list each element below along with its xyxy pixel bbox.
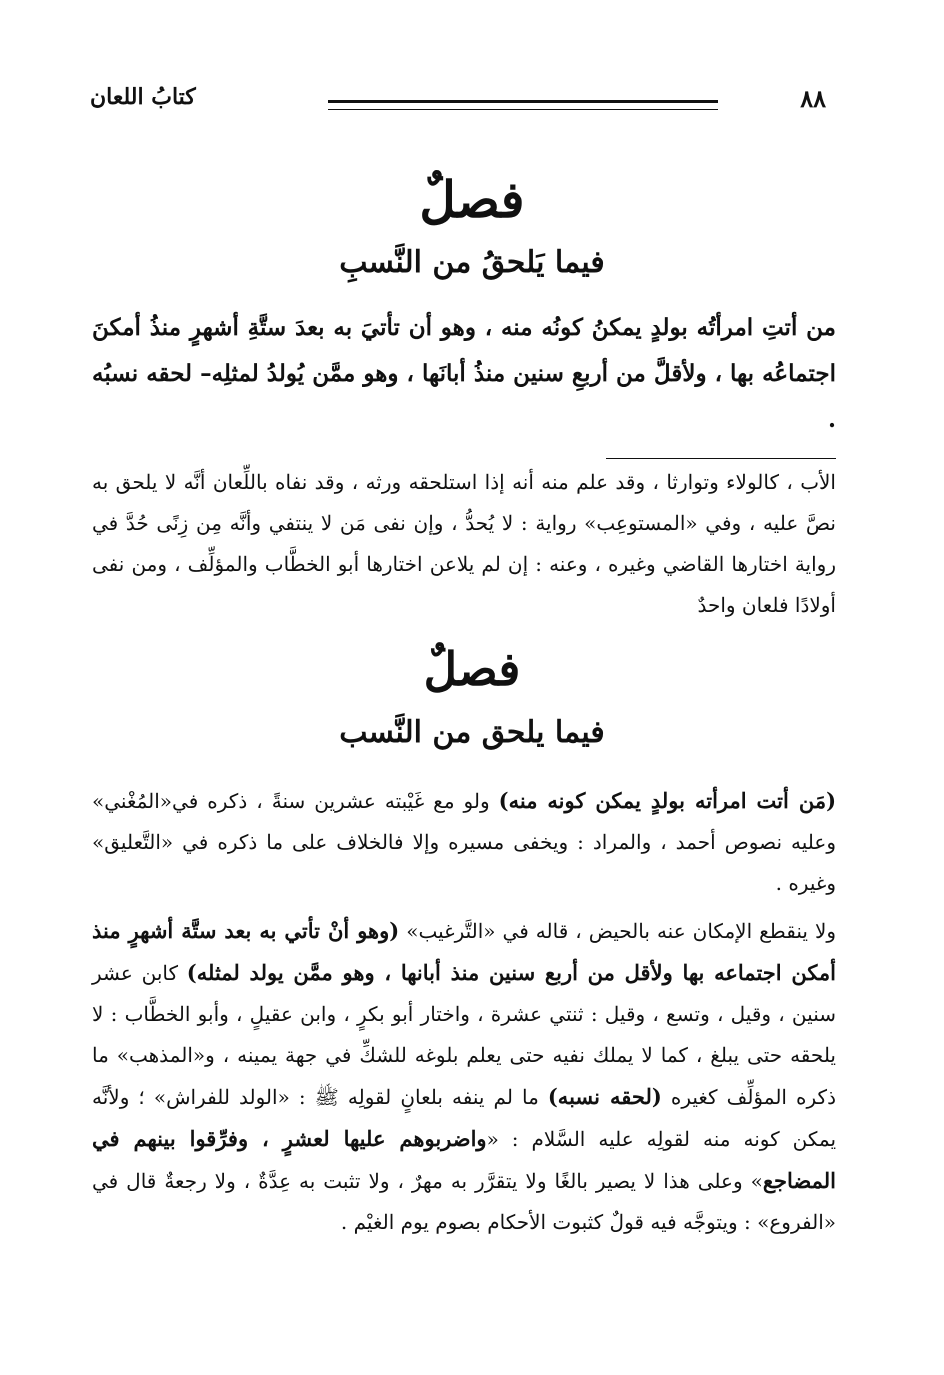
matn-text: من أتتِ امرأتُه بولدٍ يمكنُ كونُه منه ، وهو أن تأتيَ به بعدَ ستَّةِ أشهرٍ منذُ أمكنَ اجتماعُه بها ، ولأقلَّ من أربعِ سنين منذُ أبانَها ، وهو ممَّن يُولدُ لمثلِه– لحقه نسبُه . <box>92 314 836 433</box>
commentary-text: ولو مع غَيْبته عشرين سنةً ، ذكره في«المُغْني» وعليه نصوص أحمد ، والمراد : ويخفى مسيره وإلا فالخلاف على ما ذكره في «التَّعليق» وغيره . <box>92 789 836 895</box>
running-title: كتابُ اللعان <box>90 84 196 110</box>
page-header <box>90 80 826 120</box>
hadith-quote: واضربوهم عليها لعشرٍ ، وفرِّقوا بينهم في المضاجع <box>92 1126 836 1193</box>
commentary-paragraph <box>92 780 836 904</box>
commentary-body <box>92 780 836 1249</box>
quoted-matn: (لحقه نسبه) <box>547 1084 662 1109</box>
commentary-section-heading: فصلٌ <box>423 642 521 696</box>
commentary-text: ولا ينقطع الإمكان عنه بالحيض ، قاله في «التَّرغيب» <box>399 919 837 943</box>
page-number: ٨٨ <box>800 84 826 113</box>
commentary-paragraph <box>92 910 836 1243</box>
section-heading: فصلٌ <box>419 170 525 229</box>
footnote-text: الأب ، كالولاء وتوارثا ، وقد علم منه أنه إذا استلحقه ورثه ، وقد نفاه باللِّعان أنَّه لا يلحق به نصَّ عليه ، وفي «المستوعِب» رواية : لا يُحدُّ ، وإن نفى مَن لا ينتفي وأنَّه مِن زِنًى حُدَّ في رواية اختارها القاضي وغيره ، وعنه : إن لم يلاعن اختارها أبو الخطَّاب والمؤلِّف ، ومن نفى أولادًا فلعان واحدٌ <box>92 470 836 617</box>
commentary-text: » وعلى هذا لا يصير بالغًا ولا يتقرَّر به مهرٌ ، ولا تثبت به عِدَّةٌ ، ولا رجعةٌ قال في «الفروع» : ويتوجَّه فيه قولٌ كثبوت الأحكام بصوم يوم الغيْم . <box>92 1169 836 1234</box>
quoted-matn: (وهو أنْ تأتي به بعد ستَّة أشهرٍ منذ أمكن اجتماعه بها ولأقل من أربع سنين منذ أبانها ، وهو ممَّن يولد لمثله) <box>92 918 836 985</box>
quoted-matn: (مَن أتت امرأته بولدٍ يمكن كونه منه) <box>498 788 837 813</box>
footnote-divider <box>606 458 836 459</box>
commentary-text: ما لم ينفه بلعانٍ لقولِه ﷺ : «الولد للفراش» ؛ ولأنَّه يمكن كونه منه لقولِه عليه السَّلام : « <box>92 1085 837 1151</box>
section-subtitle: فيما يَلحقُ من النَّسبِ <box>339 245 605 280</box>
commentary-section-subtitle: فيما يلحق من النَّسب <box>339 715 605 750</box>
commentary-text: كابن عشر سنين ، وقيل ، وتسع ، وقيل : ثنتي عشرة ، واختار أبو بكرٍ ، وابن عقيلٍ ، وأبو الخطَّاب : لا يلحقه حتى يبلغ ، كما لا يملك نفيه حتى يعلم بلوغه للشكِّ في جهة يمينه ، و«المذهب» ما ذكره المؤلِّف كغيره <box>92 961 836 1109</box>
header-rule <box>328 100 718 110</box>
